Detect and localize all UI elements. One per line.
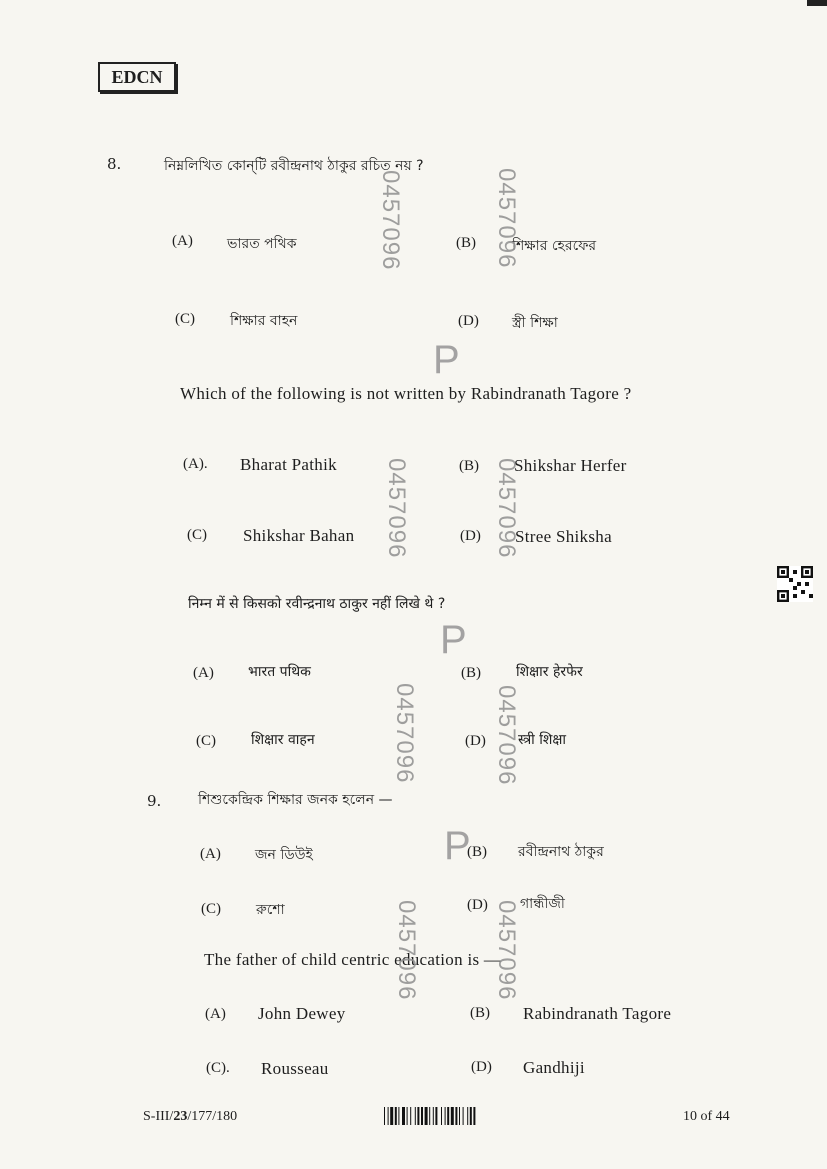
q8-en-option-b-label: (B): [459, 458, 479, 474]
question-8-number: 8.: [107, 155, 122, 173]
q8-en-option-c-label: (C): [187, 527, 207, 543]
q9-bn-option-a-label: (A): [200, 846, 221, 862]
q9-bn-option-c-label: (C): [201, 901, 221, 917]
question-8-english-text: Which of the following is not written by Rabindranath Tagore ?: [180, 384, 632, 403]
q8-en-option-d-text: Stree Shiksha: [515, 527, 612, 546]
q9-en-option-d-label: (D): [471, 1059, 492, 1075]
watermark-number-6: 0457096: [493, 685, 520, 786]
q9-en-option-a-label: (A): [205, 1006, 226, 1022]
q8-bn-option-a-text: ভারত পথিক: [227, 236, 297, 252]
q8-bn-option-d-text: স্ত্রী শিক্ষা: [512, 315, 558, 331]
q9-en-option-b-text: Rabindranath Tagore: [523, 1004, 672, 1023]
corner-mark: [807, 0, 827, 6]
q8-hi-option-b-text: शिक्षार हेरफेर: [516, 664, 583, 680]
q8-bn-option-a-label: (A): [172, 233, 193, 249]
q9-en-option-b-label: (B): [470, 1005, 490, 1021]
barcode-icon: [384, 1107, 540, 1125]
q8-hi-option-a-text: भारत पथिक: [248, 664, 311, 680]
q8-bn-option-c-text: শিক্ষার বাহন: [230, 313, 298, 329]
watermark-number-1: 0457096: [377, 170, 404, 271]
question-8-hindi-text: निम्न में से किसको रवीन्द्रनाथ ठाकुर नहीं लिखे थे ?: [188, 596, 446, 612]
q9-bn-option-d-text: গান্ধীজী: [520, 896, 565, 912]
q8-bn-option-d-label: (D): [458, 313, 479, 329]
footer-paper-code: S-III/23/177/180: [143, 1109, 238, 1124]
q9-bn-option-d-label: (D): [467, 897, 488, 913]
watermark-letter-3: P: [444, 824, 471, 868]
watermark-number-5: 0457096: [391, 683, 418, 784]
question-9-number: 9.: [147, 792, 162, 810]
q9-en-option-a-text: John Dewey: [258, 1004, 346, 1023]
subject-code-box: EDCN: [98, 62, 176, 92]
q9-bn-option-a-text: জন ডিউই: [255, 847, 313, 863]
q8-en-option-a-label: (A).: [183, 456, 208, 472]
watermark-letter-1: P: [433, 338, 460, 382]
q9-bn-option-b-label: (B): [467, 844, 487, 860]
q9-bn-option-b-text: রবীন্দ্রনাথ ঠাকুর: [518, 844, 604, 860]
q8-hi-option-c-label: (C): [196, 733, 216, 749]
question-9-bengali-text: শিশুকেন্দ্রিক শিক্ষার জনক হলেন —: [198, 792, 393, 808]
q8-en-option-c-text: Shikshar Bahan: [243, 526, 355, 545]
q8-hi-option-b-label: (B): [461, 665, 481, 681]
q8-hi-option-d-text: स्त्री शिक्षा: [518, 732, 567, 748]
watermark-number-7: 0457096: [393, 900, 420, 1001]
q9-bn-option-c-text: রুশো: [256, 902, 285, 918]
watermark-number-4: 0457096: [493, 458, 520, 559]
footer-page-number: 10 of 44: [683, 1109, 730, 1124]
q8-en-option-b-text: Shikshar Herfer: [514, 456, 627, 475]
q9-en-option-c-text: Rousseau: [261, 1059, 329, 1078]
q8-hi-option-d-label: (D): [465, 733, 486, 749]
watermark-number-8: 0457096: [493, 900, 520, 1001]
question-8-bengali-text: নিম্নলিখিত কোন্‌টি রবীন্দ্রনাথ ঠাকুর রচিত নয় ?: [164, 158, 424, 174]
q8-en-option-a-text: Bharat Pathik: [240, 455, 337, 474]
q8-hi-option-c-text: शिक्षार वाहन: [251, 732, 315, 748]
qr-code-icon: [777, 566, 813, 602]
q8-bn-option-c-label: (C): [175, 311, 195, 327]
q9-en-option-d-text: Gandhiji: [523, 1058, 585, 1077]
q8-bn-option-b-text: শিক্ষার হেরফের: [512, 238, 597, 254]
q8-en-option-d-label: (D): [460, 528, 481, 544]
q8-hi-option-a-label: (A): [193, 665, 214, 681]
watermark-letter-2: P: [440, 618, 467, 662]
question-9-english-text: The father of child centric education is —: [204, 950, 502, 969]
watermark-number-2: 0457096: [493, 168, 520, 269]
q8-bn-option-b-label: (B): [456, 235, 476, 251]
watermark-number-3: 0457096: [383, 458, 410, 559]
q9-en-option-c-label: (C).: [206, 1060, 230, 1076]
